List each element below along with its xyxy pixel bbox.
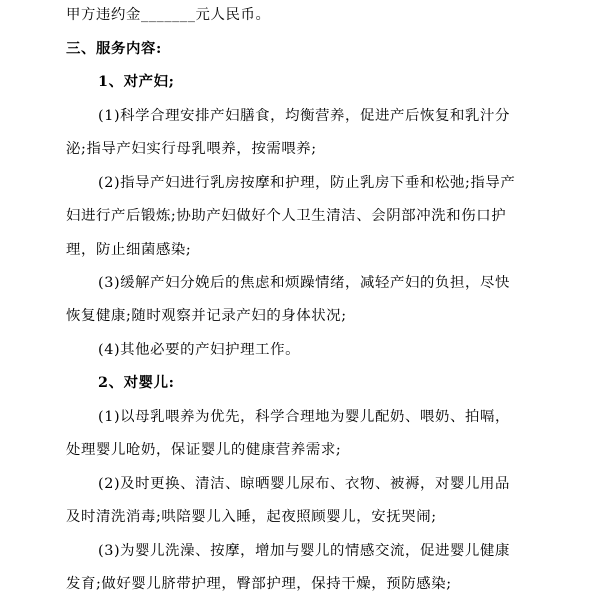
postpartum-item-3-line-1: (3)缓解产妇分娩后的焦虑和烦躁情绪，减轻产妇的负担，尽快 — [98, 275, 510, 291]
postpartum-item-2-line-2: 妇进行产后锻炼;协助产妇做好个人卫生清洁、会阴部冲洗和伤口护 — [66, 208, 507, 224]
infant-item-3-line-1: (3)为婴儿洗澡、按摩，增加与婴儿的情感交流，促进婴儿健康 — [98, 543, 510, 559]
infant-item-1-line-2: 处理婴儿呛奶，保证婴儿的健康营养需求; — [66, 442, 342, 458]
postpartum-item-2-line-1: (2)指导产妇进行乳房按摩和护理，防止乳房下垂和松弛;指导产 — [98, 175, 516, 191]
postpartum-item-3-line-2: 恢复健康;随时观察并记录产妇的身体状况; — [66, 308, 347, 324]
postpartum-item-2-line-3: 理，防止细菌感染; — [66, 242, 192, 258]
infant-item-2-line-1: (2)及时更换、清洁、晾晒婴儿尿布、衣物、被褥，对婴儿用品 — [98, 476, 510, 492]
infant-item-2-line-2: 及时清洗消毒;哄陪婴儿入睡，起夜照顾婴儿，安抚哭闹; — [66, 509, 437, 525]
postpartum-item-1-line-2: 泌;指导产妇实行母乳喂养，按需喂养; — [66, 141, 317, 157]
section-heading: 三、服务内容: — [66, 40, 162, 57]
postpartum-item-1-line-1: (1)科学合理安排产妇膳食，均衡营养，促进产后恢复和乳汁分 — [98, 108, 510, 124]
postpartum-item-4-line-1: (4)其他必要的产妇护理工作。 — [98, 342, 301, 358]
infant-item-3-line-2: 发育;做好婴儿脐带护理，臀部护理，保持干燥，预防感染; — [66, 576, 452, 592]
penalty-clause-line: 甲方违约金_______元人民币。 — [66, 7, 271, 23]
infant-item-1-line-1: (1)以母乳喂养为优先，科学合理地为婴儿配奶、喂奶、拍嗝， — [98, 409, 510, 425]
postpartum-heading: 1、对产妇; — [98, 73, 175, 90]
infant-heading: 2、对婴儿: — [98, 374, 175, 391]
